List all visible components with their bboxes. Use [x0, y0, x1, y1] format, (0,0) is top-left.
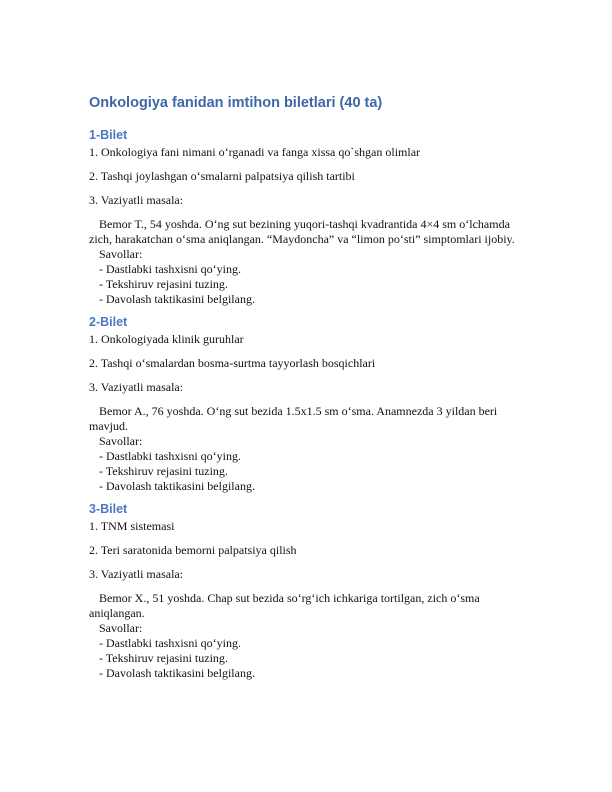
question-2: 2. Tashqi o‘smalardan bosma-surtma tayyorlash bosqichlari — [89, 356, 376, 370]
question-2: 2. Tashqi joylashgan o‘smalarni palpatsiya qilish tartibi — [89, 169, 355, 183]
question-3: 3. Vaziyatli masala: — [89, 380, 184, 394]
bilet-section — [89, 127, 529, 307]
savollar-label: Savollar: — [99, 247, 143, 261]
task-item: - Davolash taktikasini belgilang. — [99, 292, 255, 306]
bilet-section — [89, 501, 529, 681]
question-1: 1. Onkologiyada klinik guruhlar — [89, 332, 244, 346]
savollar-label: Savollar: — [99, 434, 143, 448]
question-1: 1. TNM sistemasi — [89, 519, 175, 533]
bilet-section — [89, 314, 529, 494]
bilet-heading: 3-Bilet — [89, 502, 128, 516]
question-2: 2. Teri saratonida bemorni palpatsiya qilish — [89, 543, 297, 557]
document-content — [89, 94, 529, 688]
bilet-heading: 1-Bilet — [89, 128, 128, 142]
task-item: - Davolash taktikasini belgilang. — [99, 666, 255, 680]
document-title: Onkologiya fanidan imtihon biletlari (40 ta) — [89, 95, 383, 111]
task-item: - Tekshiruv rejasini tuzing. — [99, 277, 228, 291]
case-text: Bemor A., 76 yoshda. O‘ng sut bezida 1.5x1.5 sm o‘sma. Anamnezda 3 yildan beri mavjud. — [89, 404, 498, 433]
savollar-label: Savollar: — [99, 621, 143, 635]
case-text: Bemor X., 51 yoshda. Chap sut bezida so‘rg‘ich ichkariga tortilgan, zich o‘sma aniqlangan. — [89, 591, 480, 620]
bilet-heading: 2-Bilet — [89, 315, 128, 329]
task-item: - Tekshiruv rejasini tuzing. — [99, 464, 228, 478]
task-item: - Dastlabki tashxisni qo‘ying. — [99, 449, 241, 463]
case-text: Bemor T., 54 yoshda. O‘ng sut bezining yuqori-tashqi kvadrantida 4×4 sm o‘lchamda zich, harakatchan o‘sma aniqlangan. “Maydoncha” va “limon po‘sti” simptomlari ijobiy. — [89, 217, 515, 246]
task-item: - Davolash taktikasini belgilang. — [99, 479, 255, 493]
question-3: 3. Vaziyatli masala: — [89, 193, 184, 207]
task-item: - Dastlabki tashxisni qo‘ying. — [99, 262, 241, 276]
task-item: - Dastlabki tashxisni qo‘ying. — [99, 636, 241, 650]
task-item: - Tekshiruv rejasini tuzing. — [99, 651, 228, 665]
question-3: 3. Vaziyatli masala: — [89, 567, 184, 581]
question-1: 1. Onkologiya fani nimani o‘rganadi va fanga xissa qo`shgan olimlar — [89, 145, 421, 159]
